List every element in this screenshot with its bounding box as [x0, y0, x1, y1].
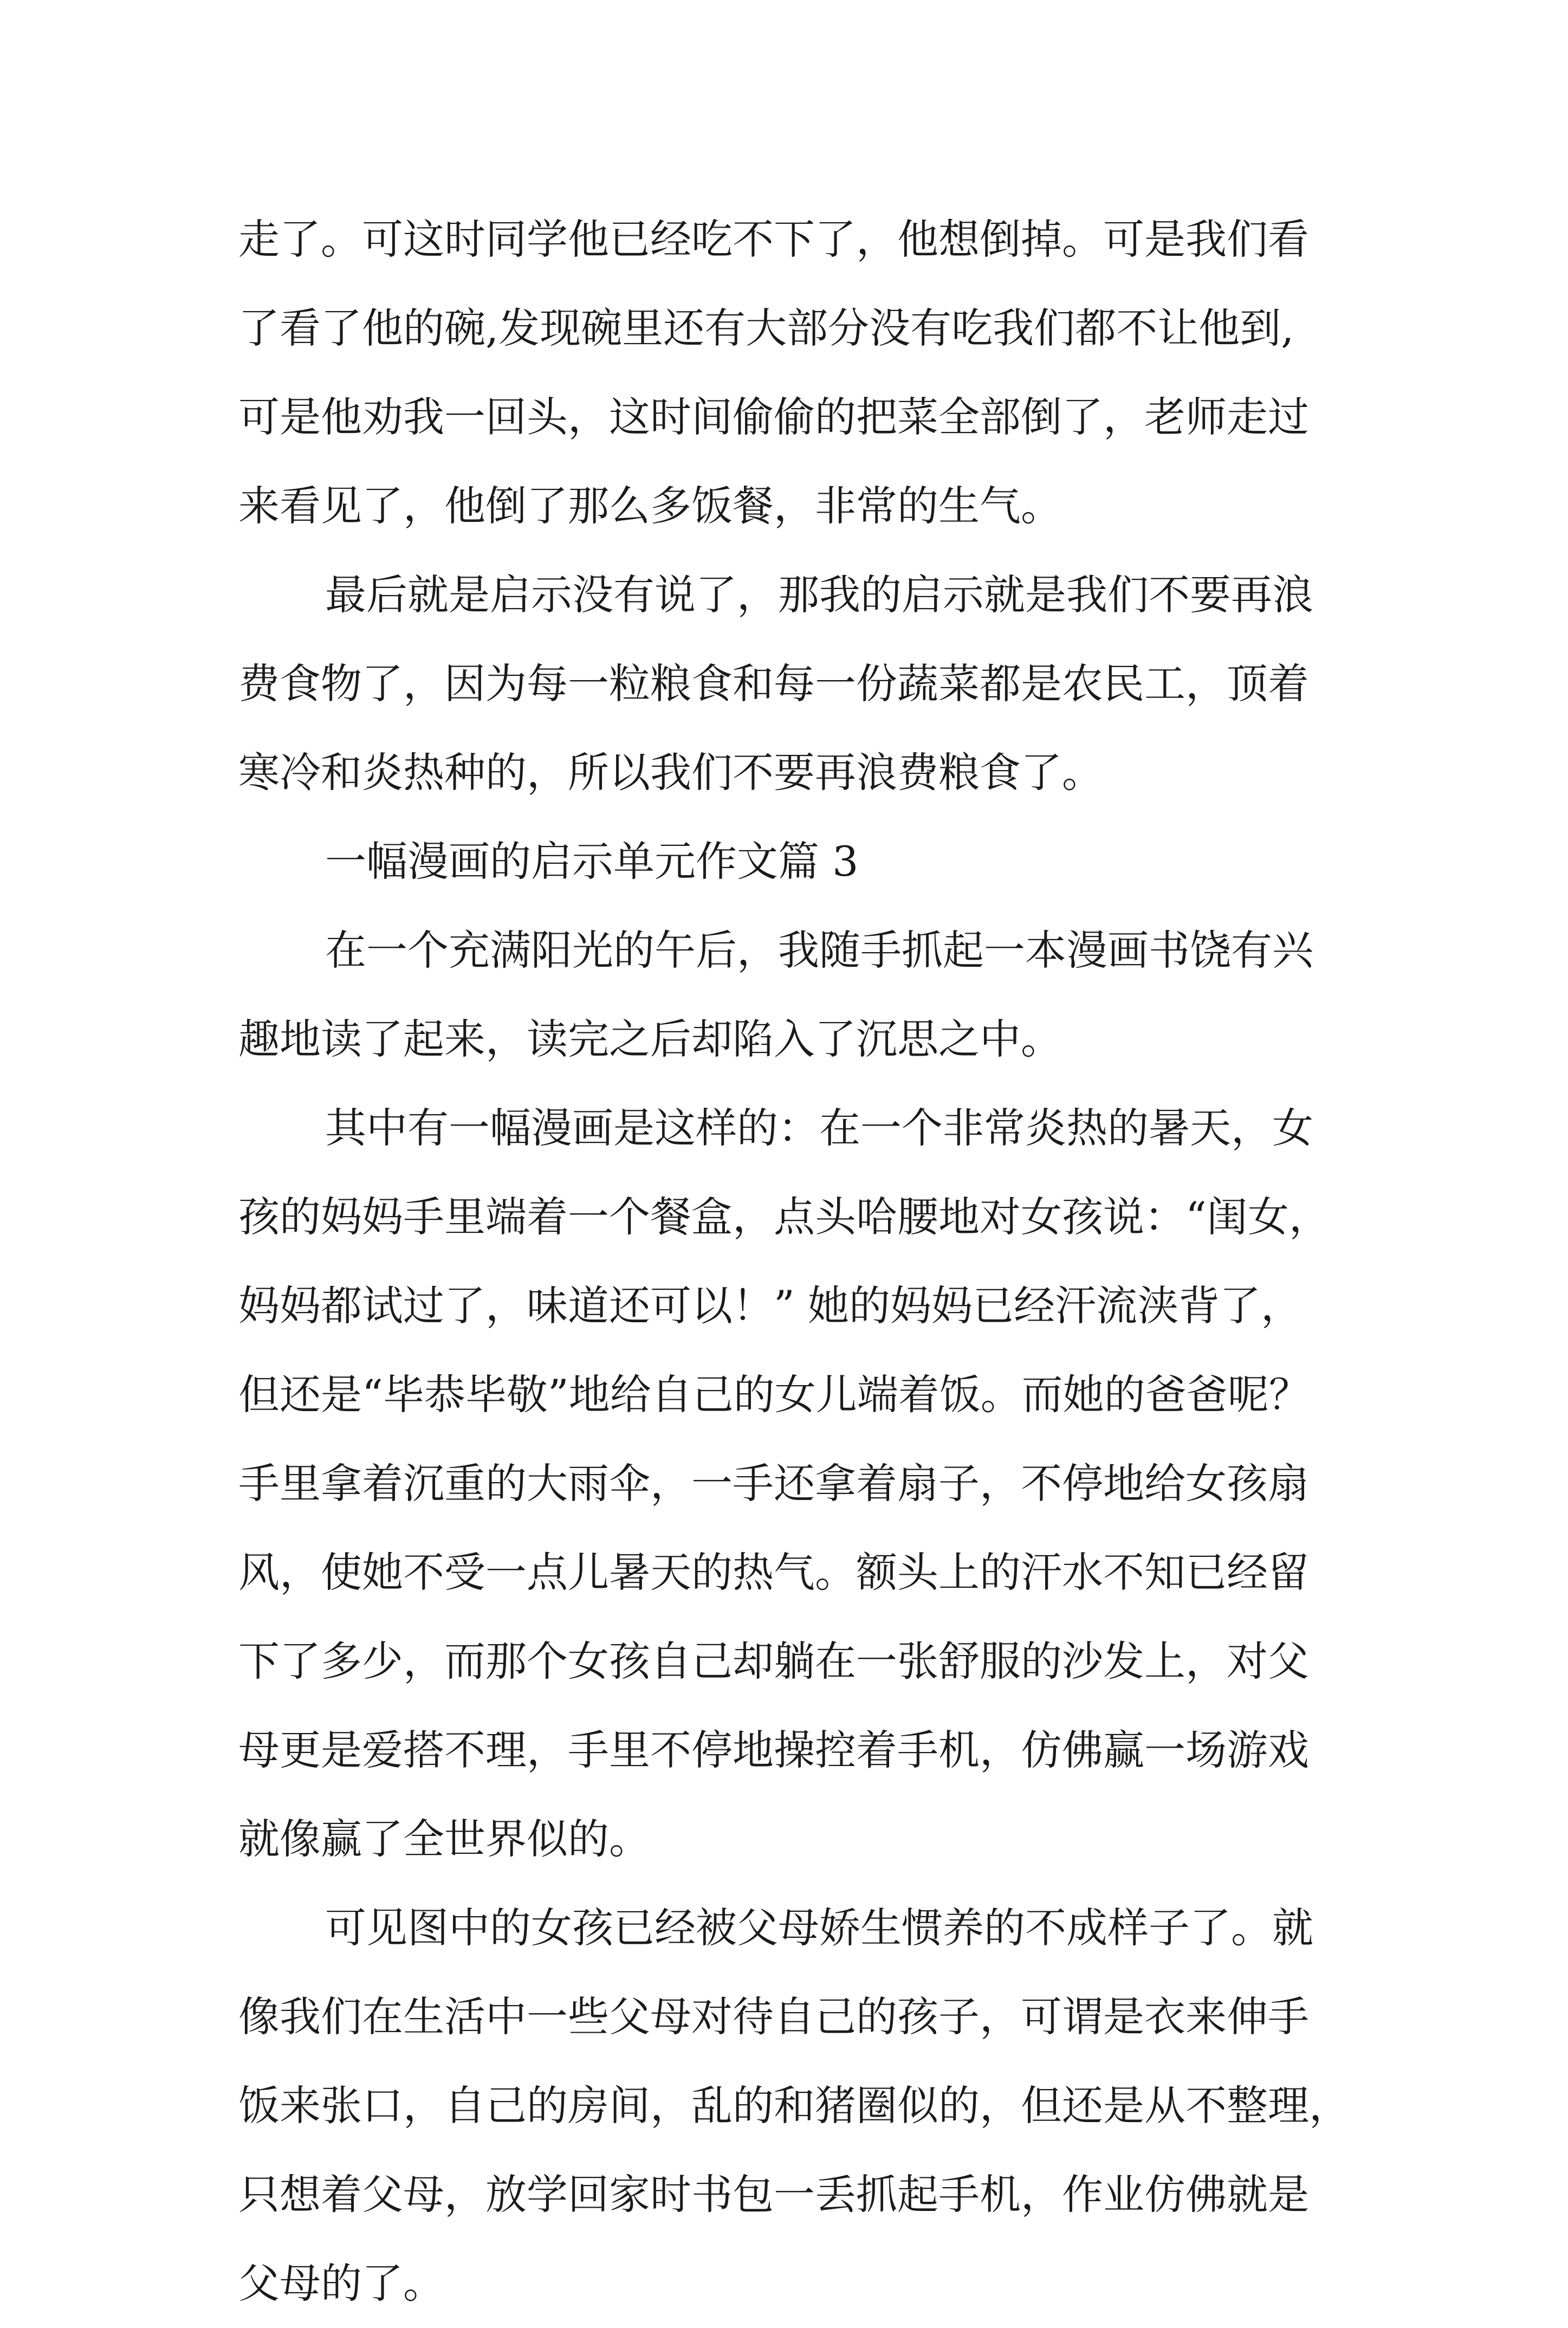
text-line: 可是他劝我一回头，这时间偷偷的把菜全部倒了，老师走过 — [238, 393, 1309, 441]
text-line: 走了。可这时同学他已经吃不下了，他想倒掉。可是我们看 — [238, 215, 1309, 263]
text-line: 父母的了。 — [238, 2259, 444, 2307]
text-line: 风，使她不受一点儿暑天的热气。额头上的汗水不知已经留 — [238, 1548, 1309, 1596]
paragraph-start-line: 最后就是启示没有说了，那我的启示就是我们不要再浪 — [325, 571, 1313, 619]
text-line: 但还是“毕恭毕敬”地给自己的女儿端着饭。而她的爸爸呢？ — [238, 1370, 1310, 1419]
paragraph-start-line: 其中有一幅漫画是这样的：在一个非常炎热的暑天，女 — [325, 1104, 1313, 1152]
text-line: 寒冷和炎热种的，所以我们不要再浪费粮食了。 — [238, 748, 1103, 797]
text-line: 下了多少，而那个女孩自己却躺在一张舒服的沙发上，对父 — [238, 1637, 1309, 1685]
text-line: 了看了他的碗,发现碗里还有大部分没有吃我们都不让他到, — [238, 304, 1294, 352]
text-line: 趣地读了起来，读完之后却陷入了沉思之中。 — [238, 1015, 1062, 1063]
essay-text — [238, 195, 1382, 2328]
paragraph-start-line: 可见图中的女孩已经被父母娇生惯养的不成样子了。就 — [325, 1904, 1313, 1952]
text-line: 费食物了，因为每一粒粮食和每一份蔬菜都是农民工，顶着 — [238, 659, 1309, 708]
section-heading: 一幅漫画的启示单元作文篇 3 — [325, 837, 859, 885]
text-line: 像我们在生活中一些父母对待自己的孩子，可谓是衣来伸手 — [238, 1993, 1309, 2041]
text-line: 手里拿着沉重的大雨伞，一手还拿着扇子，不停地给女孩扇 — [238, 1459, 1309, 1508]
text-line: 只想着父母，放学回家时书包一丢抓起手机，作业仿佛就是 — [238, 2170, 1309, 2219]
paragraph-start-line: 在一个充满阳光的午后，我随手抓起一本漫画书饶有兴 — [325, 926, 1313, 974]
text-line: 就像赢了全世界似的。 — [238, 1815, 650, 1863]
text-line: 饭来张口，自己的房间，乱的和猪圈似的，但还是从不整理， — [238, 2081, 1350, 2130]
text-line: 孩的妈妈手里端着一个餐盒，点头哈腰地对女孩说：“闺女， — [238, 1193, 1330, 1241]
text-line: 母更是爱搭不理，手里不停地操控着手机，仿佛赢一场游戏 — [238, 1726, 1309, 1774]
text-line: 来看见了，他倒了那么多饭餐，非常的生气。 — [238, 482, 1062, 530]
text-line: 妈妈都试过了，味道还可以！” 她的妈妈已经汗流浃背了， — [238, 1282, 1303, 1330]
